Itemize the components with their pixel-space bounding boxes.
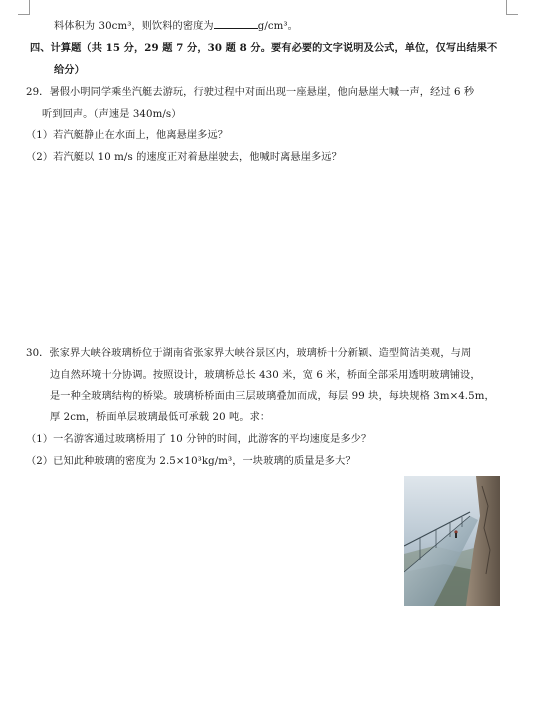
corner-mark-right-horizontal: [506, 14, 518, 15]
q29-stem: 29．暑假小明同学乘坐汽艇去游玩，行驶过程中对面出现一座悬崖，他向悬崖大喊一声，经过 6 秒: [26, 87, 475, 98]
q29-stem-cont: 听到回声。（声速是 340m/s）: [42, 109, 182, 120]
glass-bridge-photo: [404, 476, 500, 606]
q30-stem-cont1: 边自然环境十分协调。按照设计，玻璃桥总长 430 米，宽 6 米，桥面全部采用透明玻璃铺设，: [50, 370, 481, 381]
q29-sub2: （2）若汽艇以 10 m/s 的速度正对着悬崖驶去，他喊时离悬崖多远？: [26, 152, 342, 163]
prev-question-text: 料体积为 30cm³，则饮料的密度为: [54, 21, 214, 32]
section-heading: 四、计算题（共 15 分，29 题 7 分，30 题 8 分。要有必要的文字说明及公式，单位，仅写出结果不: [30, 42, 498, 54]
q30-sub1: （1）一名游客通过玻璃桥用了 10 分钟的时间，此游客的平均速度是多少？: [26, 434, 372, 445]
q30-sub2: （2）已知此种玻璃的密度为 2.5×10³kg/m³，一块玻璃的质量是多大？: [26, 456, 356, 467]
answer-blank: [214, 18, 258, 29]
q29-sub1: （1）若汽艇静止在水面上，他离悬崖多远？: [26, 130, 229, 141]
corner-mark-right-vertical: [506, 0, 507, 14]
q30-stem-cont3: 厚 2cm，桥面单层玻璃最低可承载 20 吨。求：: [50, 412, 271, 423]
section-heading-cont: 给分）: [54, 64, 85, 76]
q30-stem: 30．张家界大峡谷玻璃桥位于湖南省张家界大峡谷景区内，玻璃桥十分新颖、造型简洁美观，与周: [26, 348, 472, 359]
prev-question-tail: [54, 18, 298, 34]
corner-mark-left-vertical: [29, 0, 30, 14]
prev-question-unit: g/cm³。: [257, 21, 298, 32]
corner-mark-left-horizontal: [18, 14, 30, 15]
q30-stem-cont2: 是一种全玻璃结构的桥梁。玻璃桥桥面由三层玻璃叠加而成，每层 99 块，每块规格 3m×4.5m，: [50, 391, 495, 402]
